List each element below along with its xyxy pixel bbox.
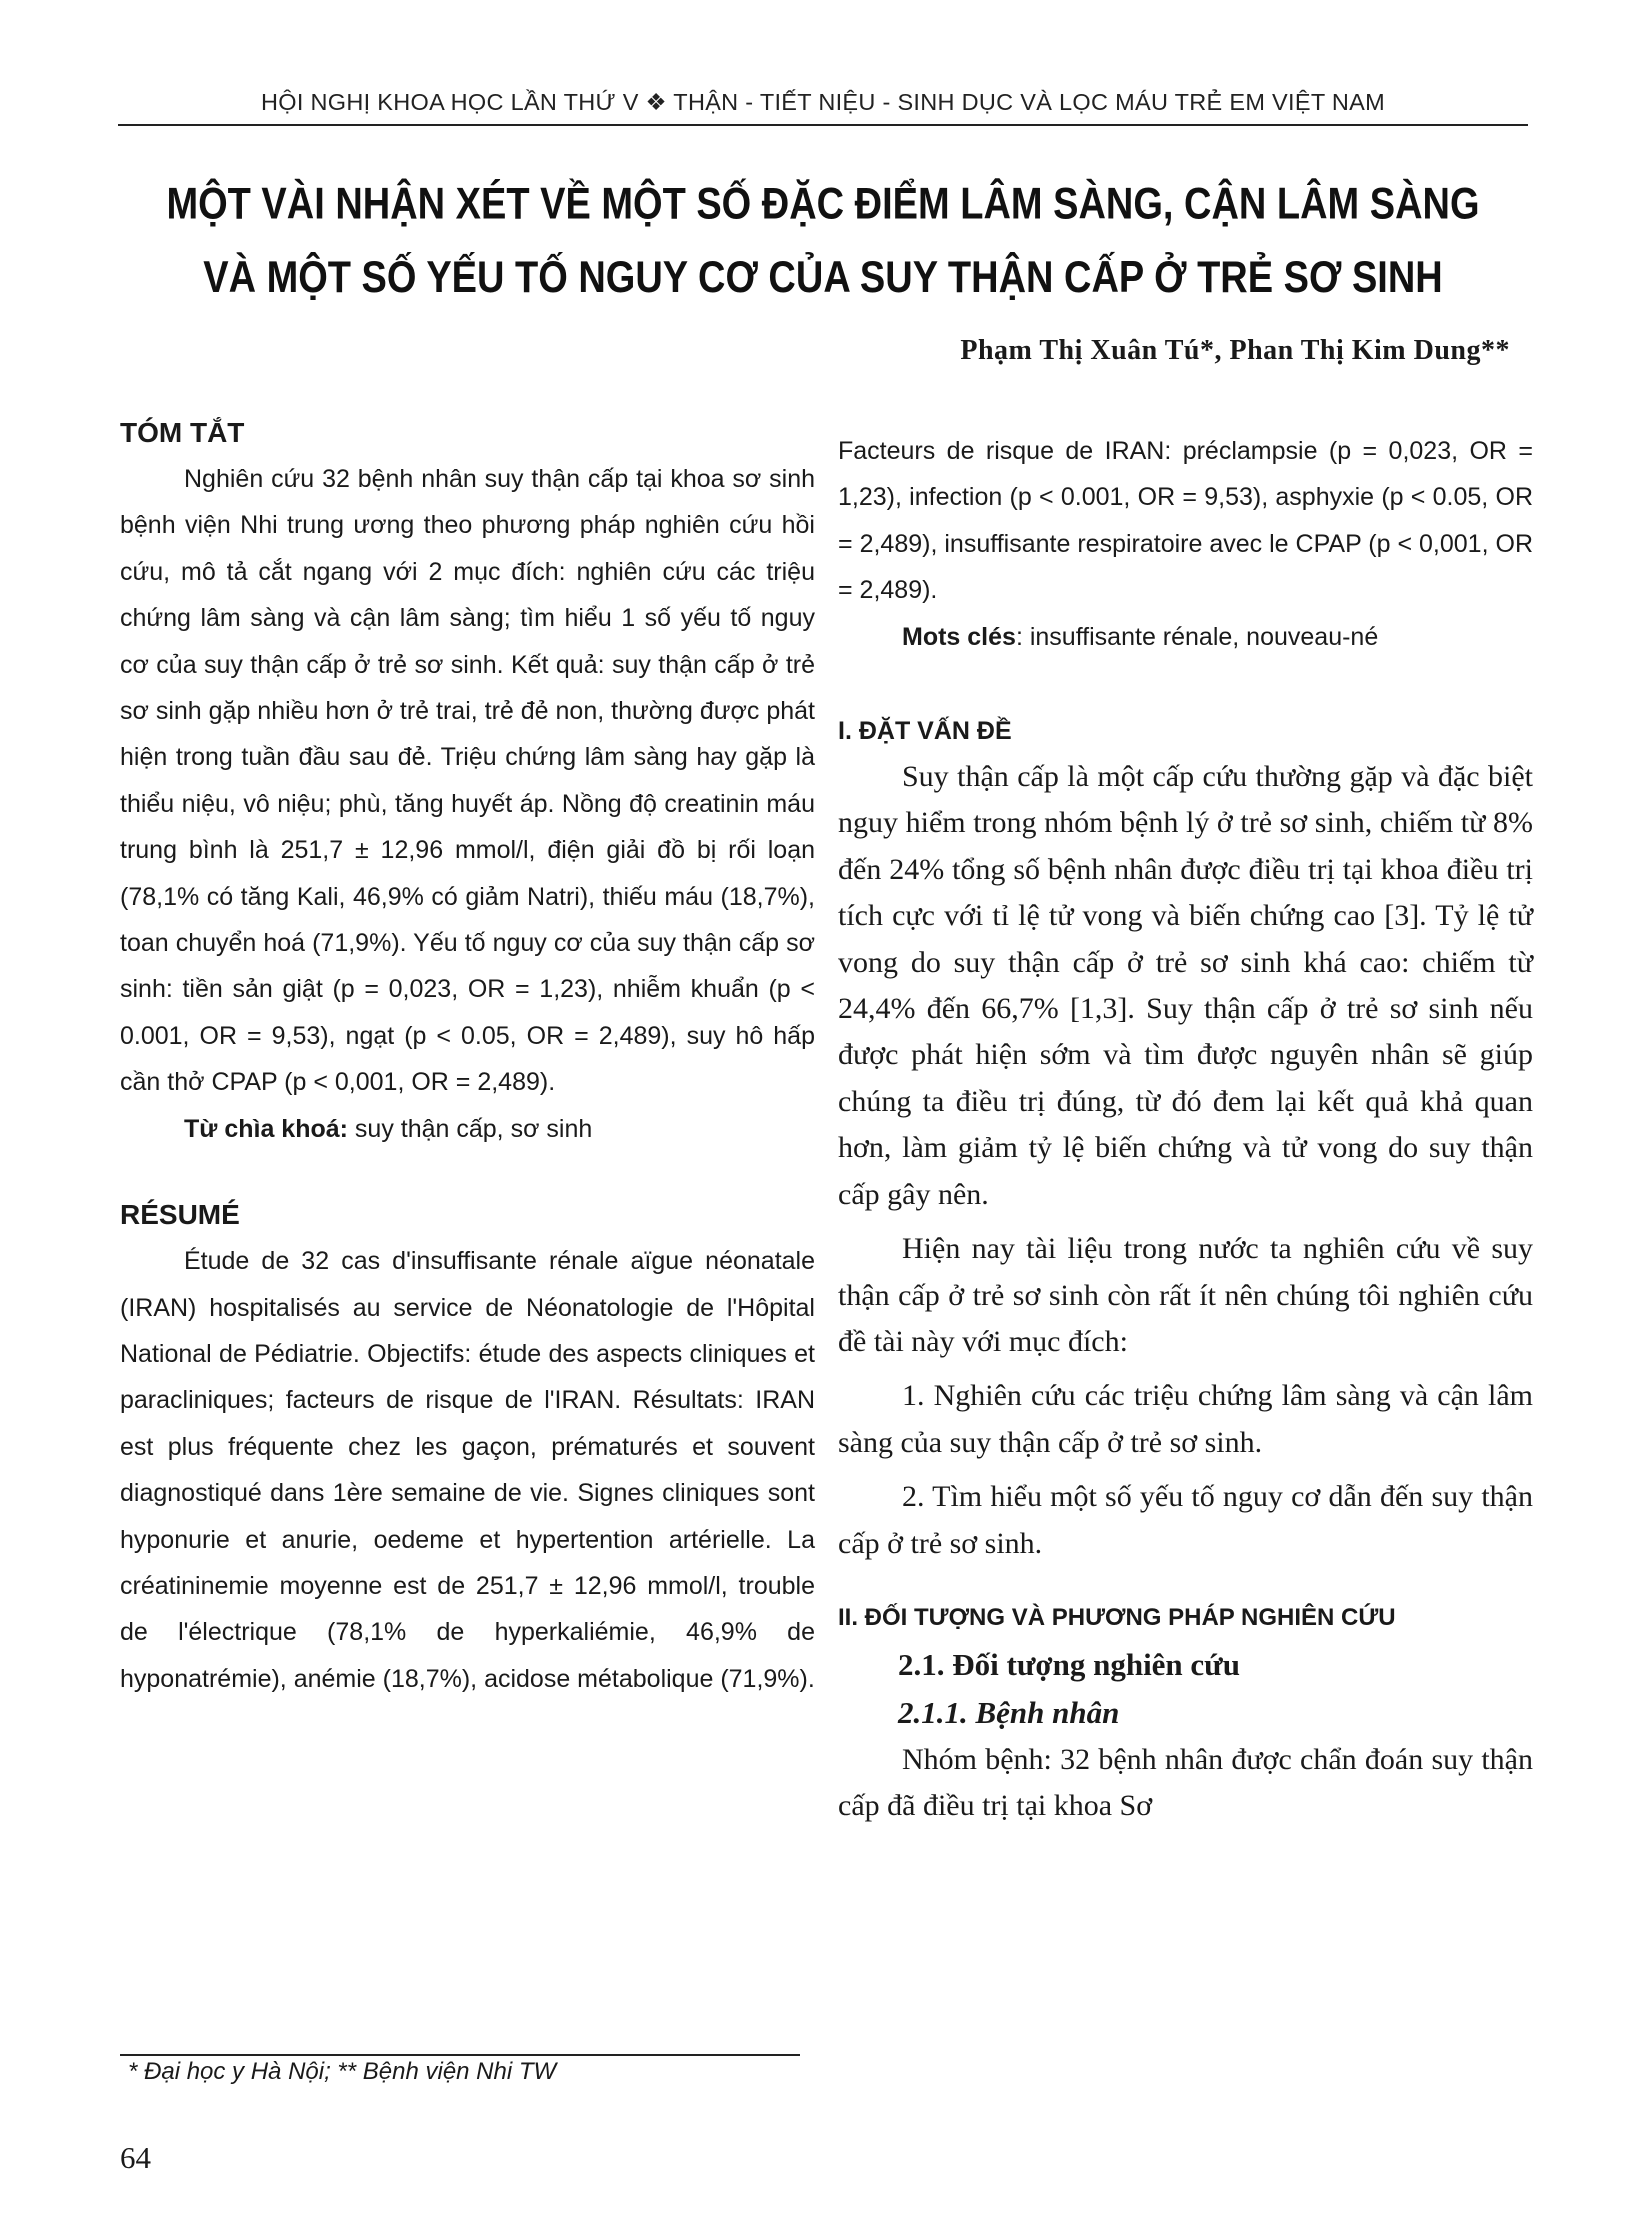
footnote-rule <box>120 2054 800 2056</box>
resume-continued: Facteurs de risque de IRAN: préclampsie (p = 0,023, OR = 1,23), infection (p < 0.001, OR = 9,53), asphyxie (p < 0.05, OR = 2,489), insuffisante respiratoire avec le CPAP (p < 0,001, OR = 2,489). <box>838 437 1533 605</box>
paper-title <box>118 168 1528 314</box>
section2-paragraph-1: Nhóm bệnh: 32 bệnh nhân được chẩn đoán suy thận cấp đã điều trị tại khoa Sơ <box>838 1742 1533 1823</box>
subsection-2-1: 2.1. Đối tượng nghiên cứu <box>898 1646 1241 1682</box>
authors: Phạm Thị Xuân Tú*, Phan Thị Kim Dung** <box>960 335 1510 366</box>
keywords <box>120 1106 815 1152</box>
section1-paragraph-1: Suy thận cấp là một cấp cứu thường gặp và đặc biệt nguy hiểm trong nhóm bệnh lý ở trẻ sơ sinh, chiếm từ 8% đến 24% tổng số bệnh nhân được điều trị tại khoa điều trị tích cực với tỉ lệ tử vong và biến chứng cao [3]. Tỷ lệ tử vong do suy thận cấp ở trẻ sơ sinh khá cao: chiếm từ 24,4% đến 66,7% [1,3]. Suy thận cấp ở trẻ sơ sinh nếu được phát hiện sớm và tìm được nguyên nhân sẽ giúp chúng ta điều trị đúng, từ đó đem lại kết quả khả quan hơn, làm giảm tỷ lệ biến chứng và tử vong do suy thận cấp gây nên. <box>838 760 1533 1211</box>
motscles-label: Mots clés <box>902 622 1016 651</box>
right-column <box>838 410 1533 1830</box>
page-number: 64 <box>120 2140 151 2175</box>
summary-text: Nghiên cứu 32 bệnh nhân suy thận cấp tại khoa sơ sinh bệnh viện Nhi trung ương theo phương pháp nghiên cứu hồi cứu, mô tả cắt ngang với 2 mục đích: nghiên cứu các triệu chứng lâm sàng và cận lâm sàng; tìm hiểu 1 số yếu tố nguy cơ của suy thận cấp ở trẻ sơ sinh. Kết quả: suy thận cấp ở trẻ sơ sinh gặp nhiều hơn ở trẻ trai, trẻ đẻ non, thường được phát hiện trong tuần đầu sau đẻ. Triệu chứng lâm sàng hay gặp là thiểu niệu, vô niệu; phù, tăng huyết áp. Nồng độ creatinin máu trung bình là 251,7 ± 12,96 mmol/l, điện giải đồ bị rối loạn (78,1% có tăng Kali, 46,9% có giảm Natri), thiếu máu (18,7%), toan chuyển hoá (71,9%). Yếu tố nguy cơ của suy thận cấp sơ sinh: tiền sản giật (p = 0,023, OR = 1,23), nhiễm khuẩn (p < 0.001, OR = 9,53), ngạt (p < 0.05, OR = 2,489), suy hô hấp cần thở CPAP (p < 0,001, OR = 2,489). <box>120 465 815 1097</box>
summary-heading: TÓM TẮT <box>120 417 245 448</box>
keywords-text: suy thận cấp, sơ sinh <box>347 1114 593 1143</box>
section2-heading: II. ĐỐI TƯỢNG VÀ PHƯƠNG PHÁP NGHIÊN CỨU <box>838 1603 1396 1631</box>
running-header: HỘI NGHỊ KHOA HỌC LẦN THỨ V ❖ THẬN - TIẾT NIỆU - SINH DỤC VÀ LỌC MÁU TRẺ EM VIỆT NAM <box>261 89 1385 115</box>
resume-text: Étude de 32 cas d'insuffisante rénale aïgue néonatale (IRAN) hospitalisés au service de Néonatologie de l'Hôpital National de Pédiatrie. Objectifs: étude des aspects cliniques et paracliniques; facteurs de risque de l'IRAN. Résultats: IRAN est plus fréquente chez les gaçon, prématurés et souvent diagnostiqué dans 1ère semaine de vie. Signes cliniques sont hyponurie et anurie, oedeme et hypertention artérielle. La créatininemie moyenne est de 251,7 ± 12,96 mmol/l, trouble de l'électrique (78,1% de hyperkaliémie, 46,9% de hyponatrémie), anémie (18,7%), acidose métabolique (71,9%). <box>120 1247 815 1693</box>
title-line-1: MỘT VÀI NHẬN XÉT VỀ MỘT SỐ ĐẶC ĐIỂM LÂM SÀNG, CẬN LÂM SÀNG <box>166 179 1480 230</box>
goal-2: 2. Tìm hiểu một số yếu tố nguy cơ dẫn đến suy thận cấp ở trẻ sơ sinh. <box>838 1480 1533 1560</box>
footnote: * Đại học y Hà Nội; ** Bệnh viện Nhi TW <box>128 2058 557 2085</box>
section1-heading: I. ĐẶT VẤN ĐỀ <box>838 717 1012 746</box>
motscles-text: : insuffisante rénale, nouveau-né <box>1015 622 1379 651</box>
resume-heading: RÉSUMÉ <box>120 1199 240 1231</box>
left-column <box>120 410 815 1702</box>
keywords-label: Từ chìa khoá: <box>184 1114 348 1143</box>
title-line-2: VÀ MỘT SỐ YẾU TỐ NGUY CƠ CỦA SUY THẬN CẤP Ở TRẺ SƠ SINH <box>203 252 1443 303</box>
section1-paragraph-2: Hiện nay tài liệu trong nước ta nghiên cứu về suy thận cấp ở trẻ sơ sinh còn rất ít nên chúng tôi nghiên cứu đề tài này với mục đích: <box>838 1232 1533 1358</box>
header-rule <box>118 124 1528 126</box>
motscles <box>838 614 1533 660</box>
subsection-2-1-1: 2.1.1. Bệnh nhân <box>898 1694 1120 1730</box>
goal-1: 1. Nghiên cứu các triệu chứng lâm sàng và cận lâm sàng của suy thận cấp ở trẻ sơ sinh. <box>838 1379 1533 1459</box>
